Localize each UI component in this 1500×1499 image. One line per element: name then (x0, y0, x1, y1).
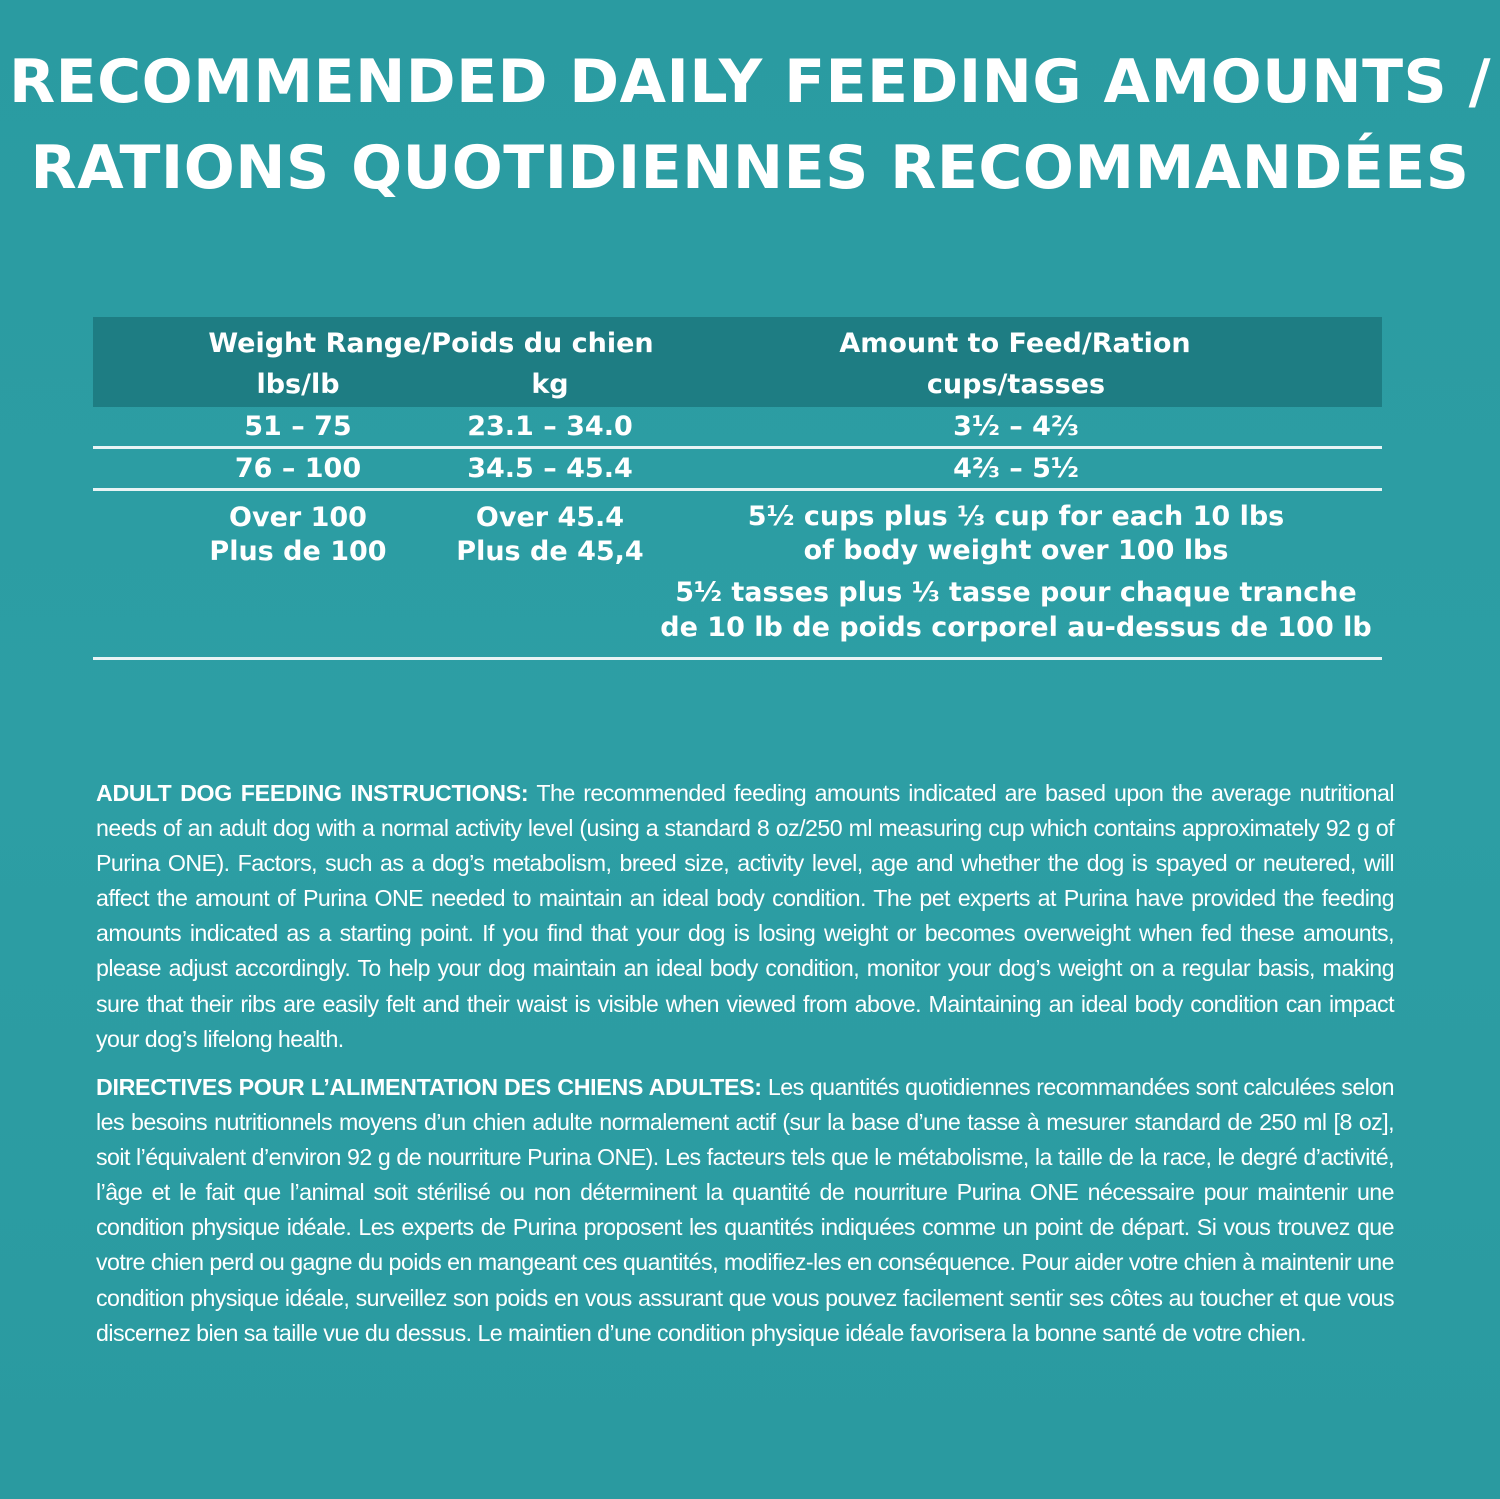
header-cups: cups/tasses (926, 369, 1106, 400)
row1-kg: 23.1 – 34.0 (467, 411, 633, 442)
header-amount: Amount to Feed/Ration (839, 328, 1191, 359)
header-weight-range: Weight Range/Poids du chien (208, 328, 654, 359)
header-kg: kg (531, 369, 569, 400)
row3-cups-en-line2: of body weight over 100 lbs (803, 535, 1229, 566)
row2-cups: 4⅔ – 5½ (953, 453, 1079, 484)
row3-cups-fr-line1: 5½ tasses plus ⅓ tasse pour chaque tranche (675, 577, 1357, 608)
header-lbs: lbs/lb (256, 369, 340, 400)
row-divider (93, 446, 1382, 449)
row2-kg: 34.5 – 45.4 (467, 453, 633, 484)
title-line-2: RATIONS QUOTIDIENNES RECOMMANDÉES (30, 133, 1470, 203)
row3-cups-fr-line2: de 10 lb de poids corporel au-dessus de 100 lb (660, 612, 1372, 643)
row3-kg-fr: Plus de 45,4 (456, 536, 644, 567)
adult-feeding-instructions-en (96, 776, 1394, 1057)
fr-body: Les quantités quotidiennes recommandées sont calculées selon les besoins nutritionnels moyens d’un chien adulte normalement actif (sur la base d’une tasse à mesurer standard de 250 ml [8 oz], soit l’équivalent d’environ 92 g de nourriture Purina ONE). Les facteurs tels que le métabolisme, la taille de la race, le degré d’activité, l’âge et le fait que l’animal soit stérilisé ou non déterminent la quantité de nourriture Purina ONE nécessaire pour maintenir une condition physique idéale. Les experts de Purina proposent les quantités indiquées comme un point de départ. Si vous trouvez que votre chien perd ou gagne du poids en mangeant ces quantités, modifiez-les en conséquence. Pour aider votre chien à maintenir une condition physique idéale, surveillez son poids en vous assurant que vous pouvez facilement sentir ses côtes au toucher et que vous discernez bien sa taille vue du dessus. Le maintien d’une condition physique idéale favorisera la bonne santé de votre chien. (96, 1074, 1394, 1346)
row1-lbs: 51 – 75 (244, 411, 352, 442)
row3-cups-en-line1: 5½ cups plus ⅓ cup for each 10 lbs (747, 501, 1285, 532)
feeding-table (93, 317, 1382, 662)
row-divider (93, 488, 1382, 491)
table-bottom-rule (93, 657, 1382, 660)
row2-lbs: 76 – 100 (234, 453, 362, 484)
row3-lbs-fr: Plus de 100 (209, 536, 387, 567)
row3-lbs-en: Over 100 (229, 502, 367, 533)
row3-kg-en: Over 45.4 (475, 502, 625, 533)
row1-cups: 3½ – 4⅔ (953, 411, 1079, 442)
en-heading: ADULT DOG FEEDING INSTRUCTIONS: (96, 780, 529, 806)
en-body: The recommended feeding amounts indicated are based upon the average nutritional needs of an adult dog with a normal activity level (using a standard 8 oz/250 ml measuring cup which contains approximately 92 g of Purina ONE). Factors, such as a dog’s metabolism, breed size, activity level, age and whether the dog is spayed or neutered, will affect the amount of Purina ONE needed to maintain an ideal body condition. The pet experts at Purina have provided the feeding amounts indicated as a starting point. If you find that your dog is losing weight or becomes overweight when fed these amounts, please adjust accordingly. To help your dog maintain an ideal body condition, monitor your dog’s weight on a regular basis, making sure that their ribs are easily felt and their waist is visible when viewed from above. Maintaining an ideal body condition can impact your dog’s lifelong health. (96, 780, 1394, 1052)
adult-feeding-instructions-fr (96, 1070, 1394, 1351)
fr-heading: DIRECTIVES POUR L’ALIMENTATION DES CHIENS ADULTES: (96, 1074, 762, 1100)
title-line-1: RECOMMENDED DAILY FEEDING AMOUNTS / (8, 47, 1492, 117)
